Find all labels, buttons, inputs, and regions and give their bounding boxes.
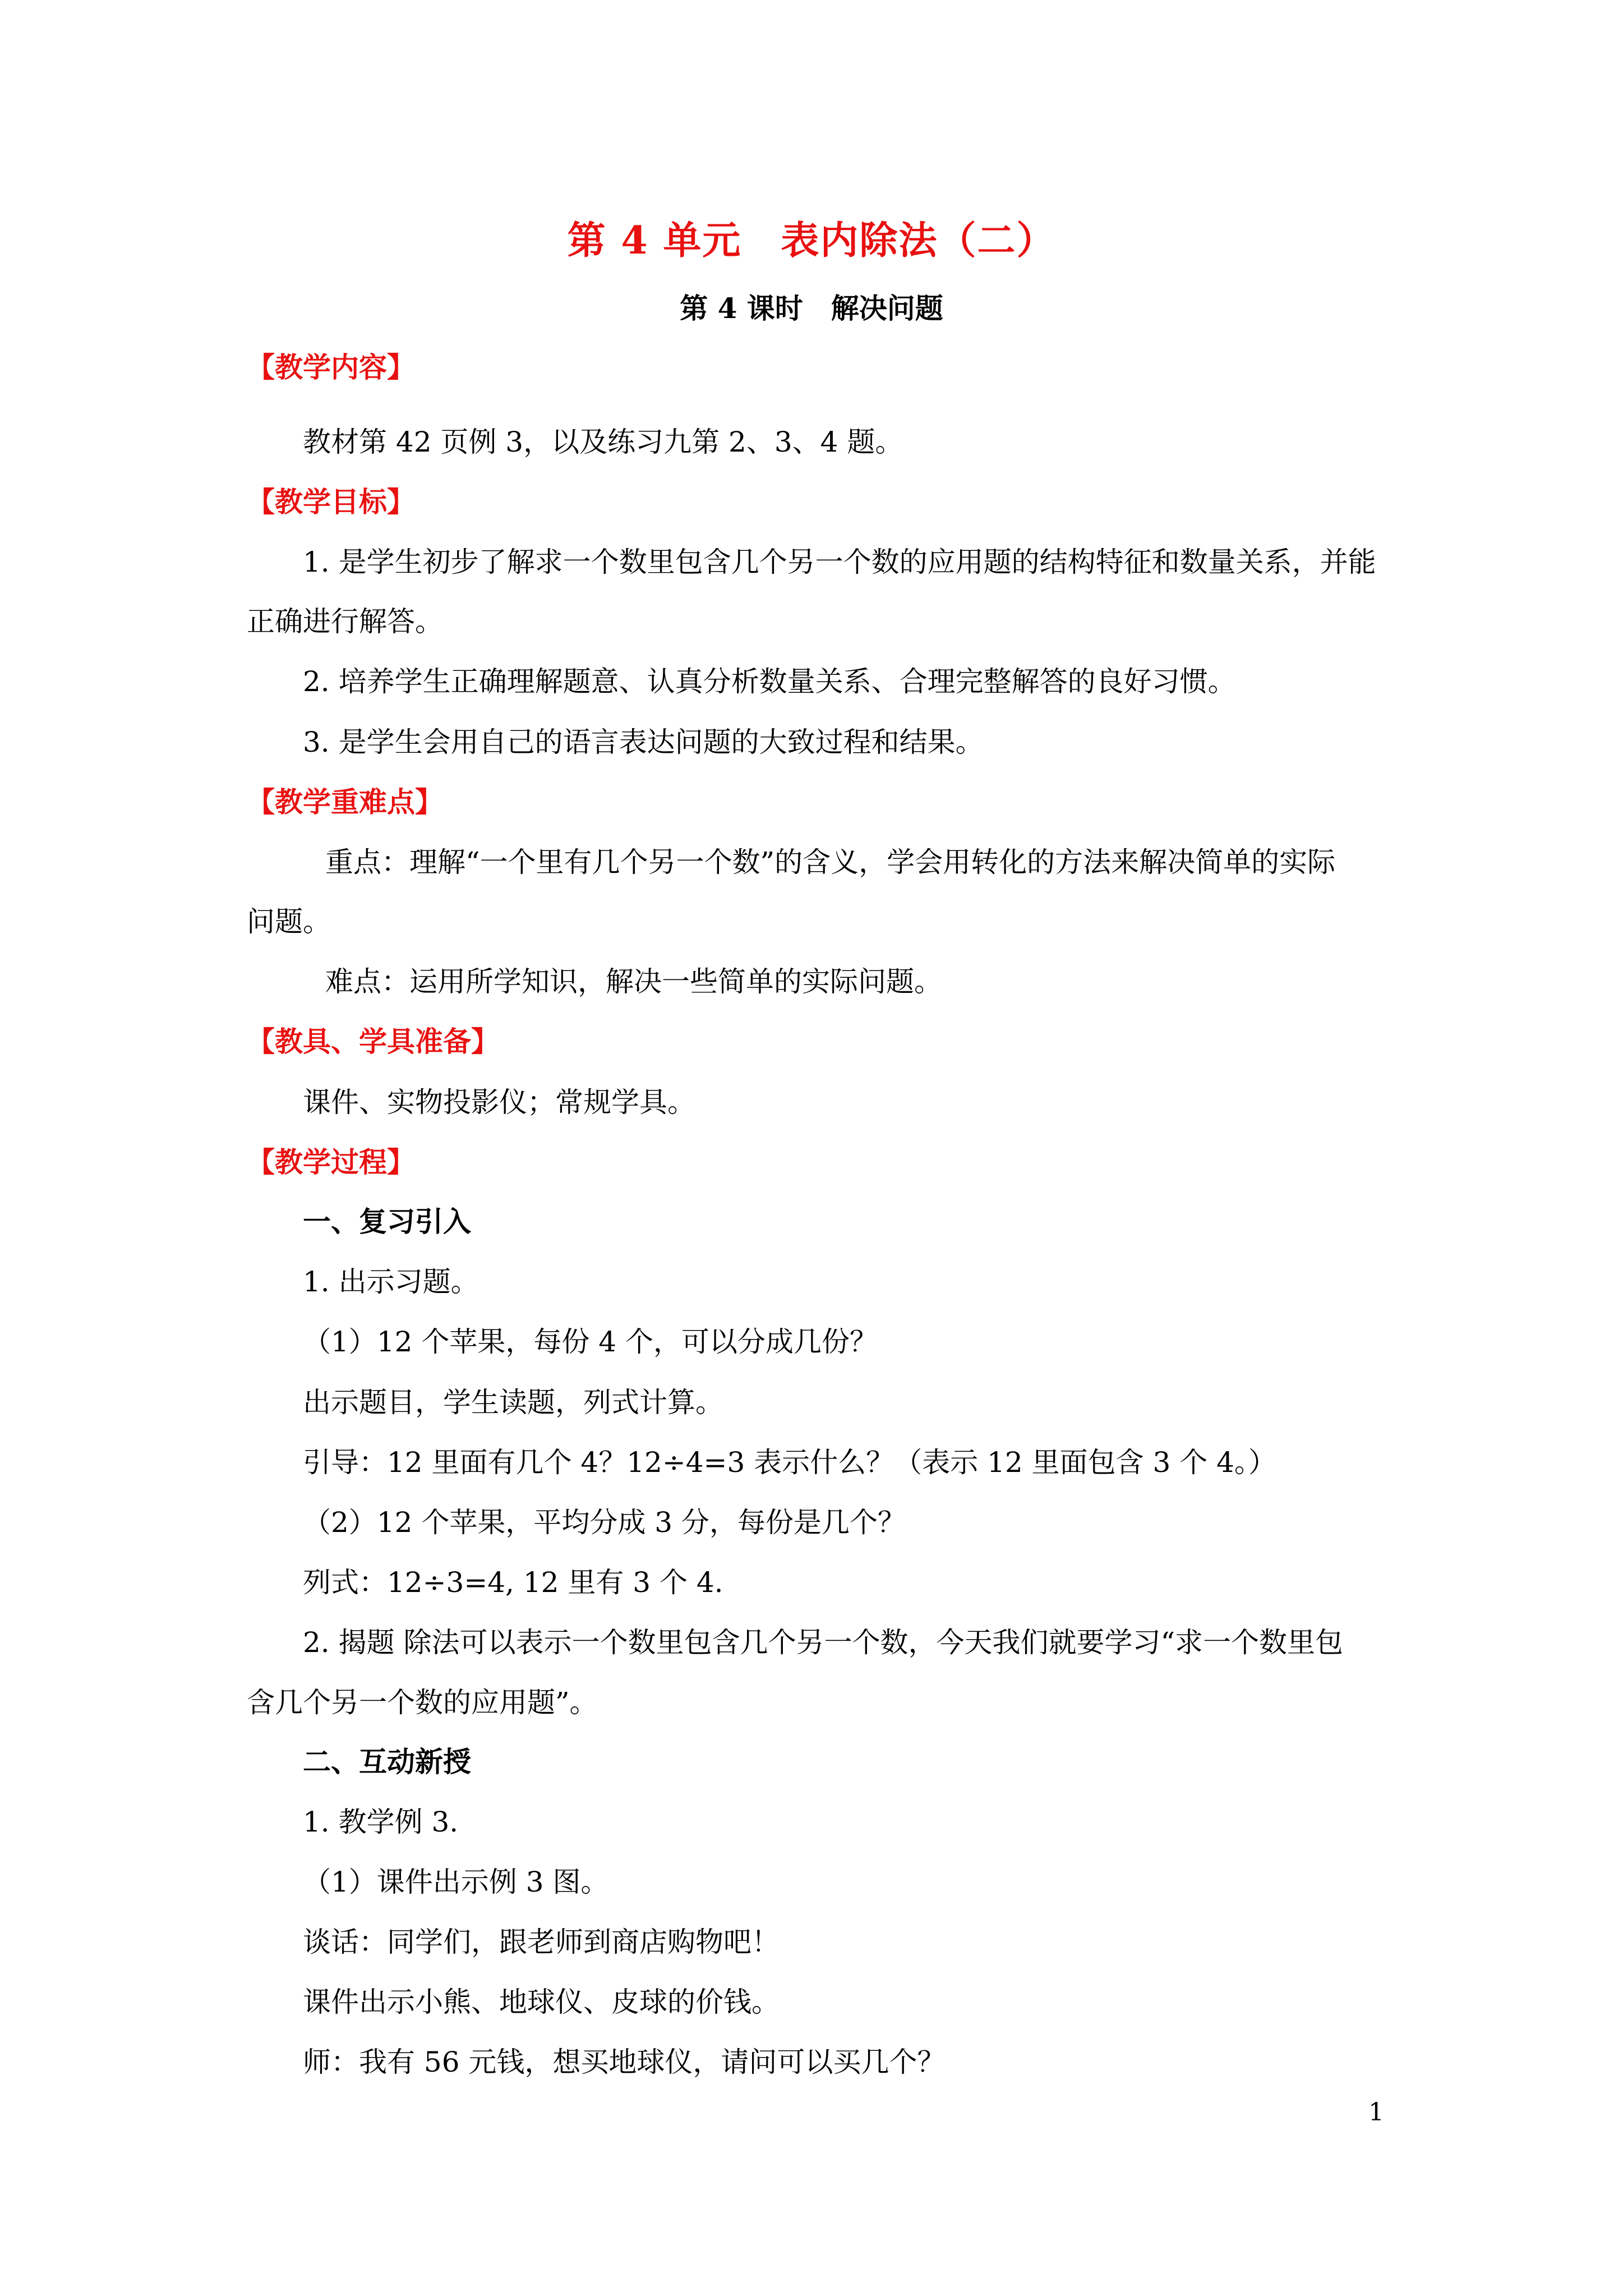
process-line: 引导：12 里面有几个 4？12÷4=3 表示什么？（表示 12 里面包含 3 个 4。） bbox=[303, 1446, 1276, 1479]
difficult-point: 难点：运用所学知识，解决一些简单的实际问题。 bbox=[325, 965, 942, 998]
process-line: 谈话：同学们，跟老师到商店购物吧！ bbox=[303, 1926, 780, 1958]
goal-1-line-1: 1. 是学生初步了解求一个数里包含几个另一个数的应用题的结构特征和数量关系，并能 bbox=[303, 546, 1376, 578]
process-line: （2）12 个苹果，平均分成 3 分，每份是几个？ bbox=[303, 1506, 906, 1539]
process-line: （1）12 个苹果，每份 4 个，可以分成几份？ bbox=[303, 1326, 878, 1358]
section-heading-goals: 【教学目标】 bbox=[247, 485, 415, 518]
goal-3: 3. 是学生会用自己的语言表达问题的大致过程和结果。 bbox=[303, 726, 984, 758]
process-line: 含几个另一个数的应用题”。 bbox=[247, 1686, 598, 1719]
key-point-line-2: 问题。 bbox=[247, 905, 331, 938]
key-point-line-1: 重点：理解“一个里有几个另一个数”的含义，学会用转化的方法来解决简单的实际 bbox=[325, 846, 1336, 878]
process-line: 课件出示小熊、地球仪、皮球的价钱。 bbox=[303, 1986, 780, 2018]
lesson-subtitle: 第 4 课时 解决问题 bbox=[680, 292, 943, 325]
process-line: 1. 出示习题。 bbox=[303, 1266, 479, 1298]
process-part-1-heading: 一、复习引入 bbox=[303, 1205, 471, 1238]
section-heading-tools: 【教具、学具准备】 bbox=[247, 1025, 499, 1058]
section-heading-content: 【教学内容】 bbox=[247, 351, 415, 384]
section-heading-key-points: 【教学重难点】 bbox=[247, 785, 443, 818]
process-line: 2. 揭题 除法可以表示一个数里包含几个另一个数，今天我们就要学习“求一个数里包 bbox=[303, 1626, 1344, 1659]
section-heading-process: 【教学过程】 bbox=[247, 1145, 415, 1179]
process-line: （1）课件出示例 3 图。 bbox=[303, 1866, 609, 1898]
process-line: 1. 教学例 3. bbox=[303, 1806, 459, 1838]
process-line: 出示题目，学生读题，列式计算。 bbox=[303, 1386, 723, 1419]
tools-paragraph: 课件、实物投影仪；常规学具。 bbox=[303, 1086, 695, 1119]
process-line: 师：我有 56 元钱，想买地球仪，请问可以买几个？ bbox=[303, 2046, 946, 2078]
content-paragraph: 教材第 42 页例 3，以及练习九第 2、3、4 题。 bbox=[303, 426, 903, 458]
page-number: 1 bbox=[1368, 2098, 1384, 2127]
process-part-2-heading: 二、互动新授 bbox=[303, 1745, 471, 1778]
goal-2: 2. 培养学生正确理解题意、认真分析数量关系、合理完整解答的良好习惯。 bbox=[303, 665, 1236, 698]
goal-1-line-2: 正确进行解答。 bbox=[247, 605, 443, 638]
unit-title: 第 4 单元 表内除法（二） bbox=[567, 218, 1056, 263]
process-line: 列式：12÷3=4, 12 里有 3 个 4. bbox=[303, 1566, 723, 1599]
